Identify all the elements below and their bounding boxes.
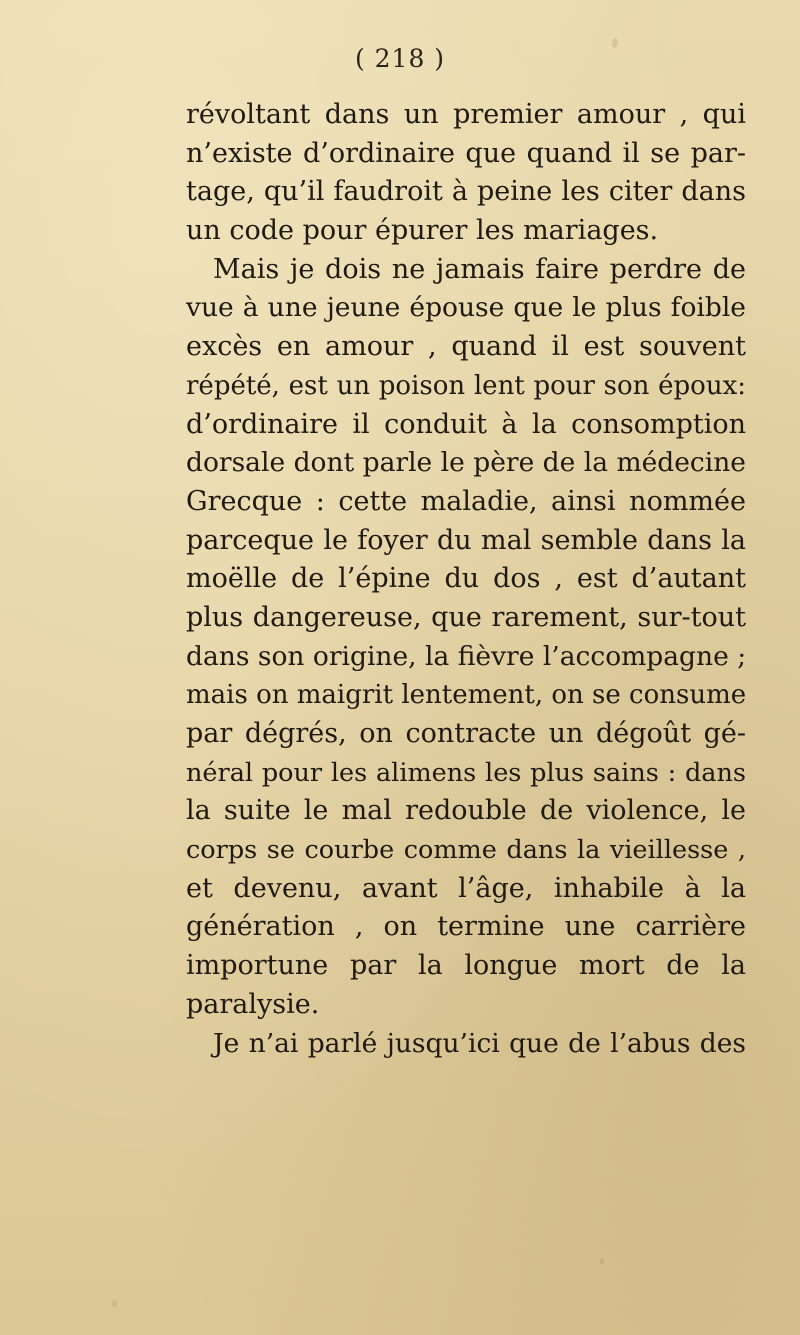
text-line: génération , on termine une carrière bbox=[186, 911, 746, 943]
text-line: tage, qu’il faudroit à peine les citer dans bbox=[186, 176, 746, 208]
text-line: vue à une jeune épouse que le plus foible bbox=[186, 292, 746, 324]
text-line: la suite le mal redouble de violence, le bbox=[186, 795, 746, 827]
paper-stain bbox=[600, 1258, 604, 1264]
paragraph-start-line: Mais je dois ne jamais faire perdre de bbox=[213, 253, 746, 285]
text-line: néral pour les alimens les plus sains : dans bbox=[186, 757, 746, 788]
text-line: paralysie. bbox=[186, 988, 320, 1020]
text-line: parceque le foyer du mal semble dans la bbox=[186, 524, 746, 556]
text-line: n’existe d’ordinaire que quand il se par- bbox=[186, 137, 746, 169]
text-line: moëlle de l’épine du dos , est d’autant bbox=[186, 563, 746, 595]
text-line: dans son origine, la fièvre l’accompagne ; bbox=[186, 640, 747, 672]
body-text bbox=[186, 96, 746, 1063]
text-line: révoltant dans un premier amour , qui bbox=[186, 99, 746, 130]
paper-stain bbox=[112, 1300, 117, 1307]
paragraph-start-line: Je n’ai parlé jusqu’ici que de l’abus des bbox=[213, 1027, 746, 1059]
text-line: répété, est un poison lent pour son époux: bbox=[186, 370, 746, 401]
text-line: plus dangereuse, que rarement, sur-tout bbox=[186, 601, 746, 633]
text-line: corps se courbe comme dans la vieillesse , bbox=[186, 835, 746, 866]
text-line: importune par la longue mort de la bbox=[186, 950, 746, 982]
text-line: un code pour épurer les mariages. bbox=[186, 215, 659, 247]
text-line: dorsale dont parle le père de la médecine bbox=[186, 447, 746, 479]
text-line: d’ordinaire il conduit à la consomption bbox=[186, 408, 746, 440]
text-line: Grecque : cette maladie, ainsi nommée bbox=[186, 485, 746, 517]
text-line: mais on maigrit lentement, on se consume bbox=[186, 680, 747, 711]
text-line: excès en amour , quand il est souvent bbox=[186, 331, 746, 363]
page-number: ( 218 ) bbox=[354, 44, 446, 73]
text-line: et devenu, avant l’âge, inhabile à la bbox=[186, 872, 746, 904]
text-line: par dégrés, on contracte un dégoût gé- bbox=[186, 718, 746, 749]
